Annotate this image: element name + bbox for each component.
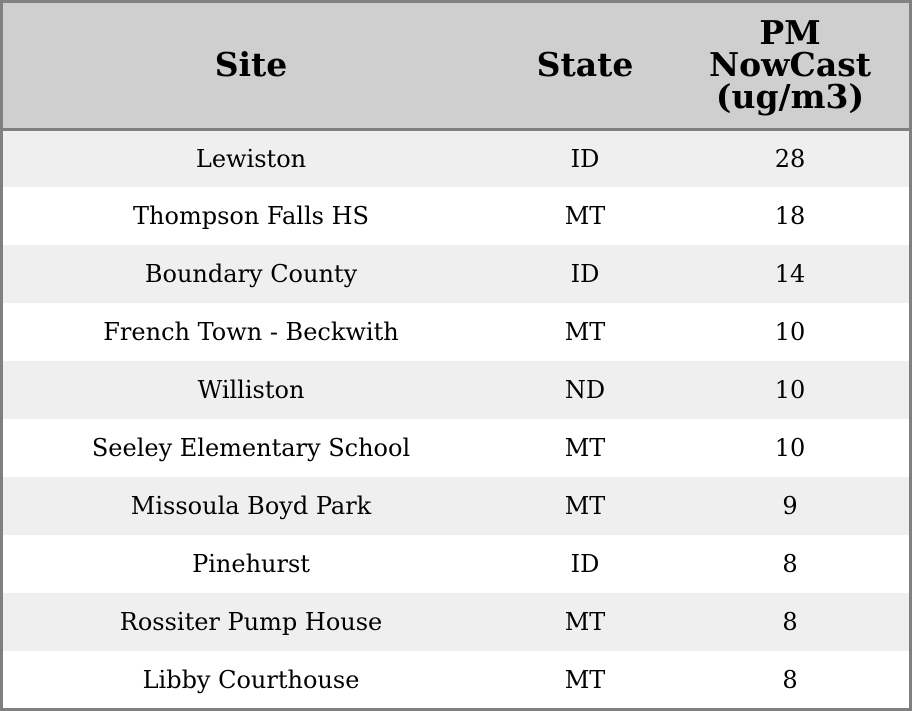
table-row: [3, 303, 909, 361]
cell-pm: 8: [782, 665, 798, 694]
column-header-pm-line-3: (ug/m3): [715, 77, 865, 117]
cell-state: MT: [564, 608, 606, 636]
column-header-state: State: [499, 3, 671, 129]
data-table: [3, 3, 909, 708]
cell-site: Boundary County: [144, 260, 358, 288]
cell-state: MT: [564, 492, 606, 520]
cell-state: ID: [570, 550, 600, 578]
cell-site: Lewiston: [195, 144, 307, 173]
column-header-pm: [671, 3, 909, 129]
table-row: [3, 187, 909, 245]
cell-site: Williston: [197, 376, 305, 404]
cell-pm: 10: [774, 434, 806, 462]
cell-state: MT: [564, 318, 606, 346]
cell-state: ND: [564, 376, 606, 404]
table-row: [3, 651, 909, 708]
column-header-site: Site: [3, 3, 499, 129]
table-row: [3, 477, 909, 535]
cell-site: Thompson Falls HS: [133, 202, 369, 230]
cell-site: Rossiter Pump House: [119, 608, 383, 636]
cell-state: ID: [570, 144, 600, 173]
table-row: [3, 361, 909, 419]
cell-state: MT: [564, 202, 606, 230]
table-row: [3, 129, 909, 187]
cell-site: Pinehurst: [192, 550, 310, 578]
cell-state: MT: [564, 665, 606, 694]
cell-site: Libby Courthouse: [142, 665, 360, 694]
cell-pm: 28: [774, 144, 806, 173]
table-row: [3, 419, 909, 477]
cell-pm: 14: [774, 260, 806, 288]
table-body: [3, 129, 909, 708]
column-header-pm-line-2: NowCast: [708, 45, 872, 85]
column-header-pm-line-1: PM: [759, 13, 821, 53]
cell-site: Missoula Boyd Park: [130, 492, 372, 520]
cell-pm: 8: [782, 550, 798, 578]
cell-pm: 8: [782, 608, 798, 636]
cell-state: MT: [564, 434, 606, 462]
cell-pm: 9: [782, 492, 798, 520]
cell-site: French Town - Beckwith: [103, 318, 399, 346]
table-row: [3, 593, 909, 651]
table-row: [3, 245, 909, 303]
cell-pm: 10: [774, 376, 806, 404]
cell-site: Seeley Elementary School: [91, 434, 411, 462]
header-row: [3, 3, 909, 129]
table-header: [3, 3, 909, 129]
table-row: [3, 535, 909, 593]
cell-pm: 18: [774, 202, 806, 230]
cell-pm: 10: [774, 318, 806, 346]
cell-state: ID: [570, 260, 600, 288]
